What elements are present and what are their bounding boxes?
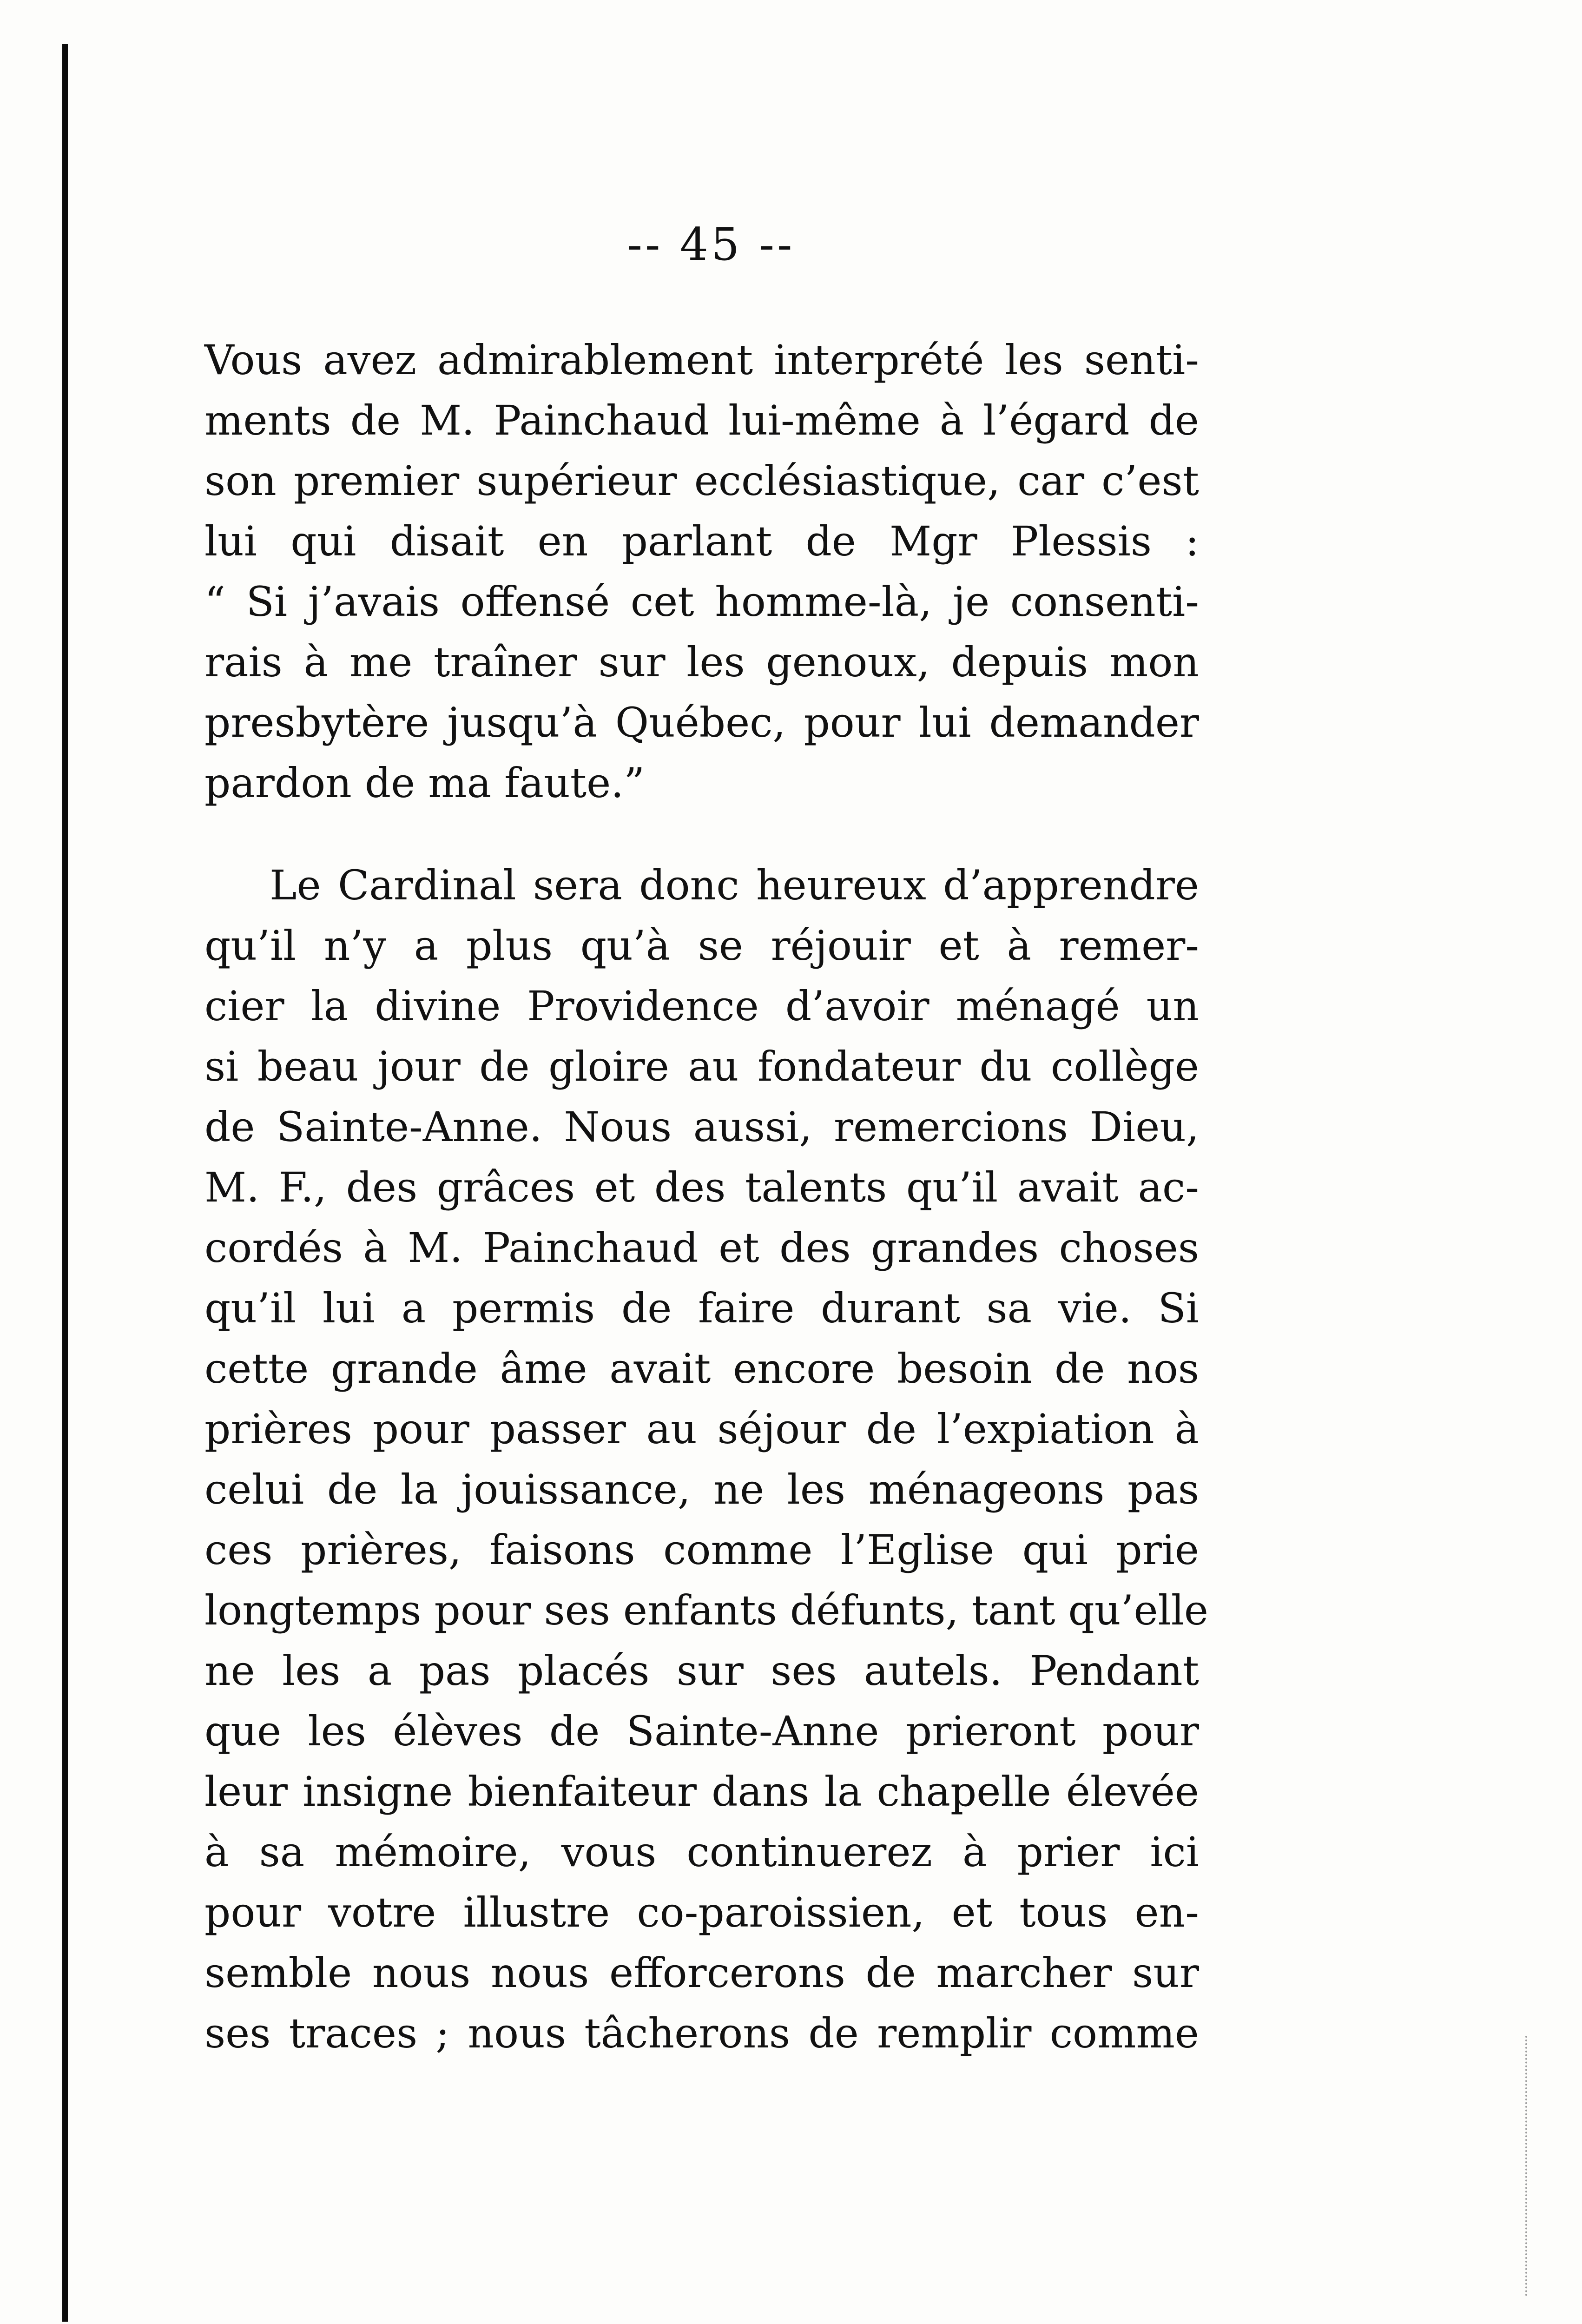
text-line: Le Cardinal sera donc heureux d’apprendre [270, 861, 1199, 909]
text-line: celui de la jouissance, ne les ménageons pas [204, 1466, 1199, 1513]
text-line: prières pour passer au séjour de l’expiation à [204, 1405, 1199, 1453]
text-line: leur insigne bienfaiteur dans la chapelle élevée [204, 1768, 1199, 1816]
page-number: -- 45 -- [627, 218, 795, 271]
text-line: son premier supérieur ecclésiastique, car c’est [204, 457, 1199, 505]
text-line: “ Si j’avais offensé cet homme-là, je consenti- [204, 578, 1199, 626]
paragraph-gap [204, 813, 1199, 855]
text-line: si beau jour de gloire au fondateur du collège [204, 1043, 1199, 1090]
binding-edge-rule [62, 44, 68, 2322]
text-line: M. F., des grâces et des talents qu’il avait ac- [204, 1163, 1199, 1211]
text-line: cette grande âme avait encore besoin de nos [204, 1345, 1199, 1393]
text-line: qu’il n’y a plus qu’à se réjouir et à remer- [204, 922, 1199, 970]
text-line: Vous avez admirablement interprété les senti- [204, 336, 1199, 384]
text-line: ne les a pas placés sur ses autels. Pendant [204, 1647, 1199, 1695]
text-line: ses traces ; nous tâcherons de remplir comme [204, 2009, 1199, 2057]
text-line: presbytère jusqu’à Québec, pour lui demander [204, 699, 1199, 746]
text-line: cordés à M. Painchaud et des grandes choses [204, 1224, 1199, 1272]
text-line: ments de M. Painchaud lui-même à l’égard de [204, 396, 1199, 444]
page-edge-mark [1525, 2036, 1532, 2296]
text-line: pour votre illustre co-paroissien, et tous en- [204, 1888, 1199, 1936]
text-line: pardon de ma faute.” [204, 759, 645, 807]
text-line: lui qui disait en parlant de Mgr Plessis : [204, 517, 1199, 565]
text-line: longtemps pour ses enfants défunts, tant qu’elle [204, 1586, 1208, 1634]
text-line: cier la divine Providence d’avoir ménagé un [204, 982, 1199, 1030]
text-line: que les élèves de Sainte-Anne prieront pour [204, 1707, 1199, 1755]
text-line: semble nous nous efforcerons de marcher sur [204, 1949, 1199, 1997]
text-line: à sa mémoire, vous continuerez à prier ici [204, 1828, 1199, 1876]
text-line: ces prières, faisons comme l’Eglise qui prie [204, 1526, 1199, 1574]
text-line: qu’il lui a permis de faire durant sa vie. Si [204, 1284, 1199, 1332]
text-line: de Sainte-Anne. Nous aussi, remercions Dieu, [204, 1103, 1199, 1151]
paragraph-1 [204, 330, 1199, 813]
body-text [204, 330, 1208, 2064]
text-line: rais à me traîner sur les genoux, depuis mon [204, 638, 1199, 686]
paragraph-2 [204, 855, 1208, 2064]
